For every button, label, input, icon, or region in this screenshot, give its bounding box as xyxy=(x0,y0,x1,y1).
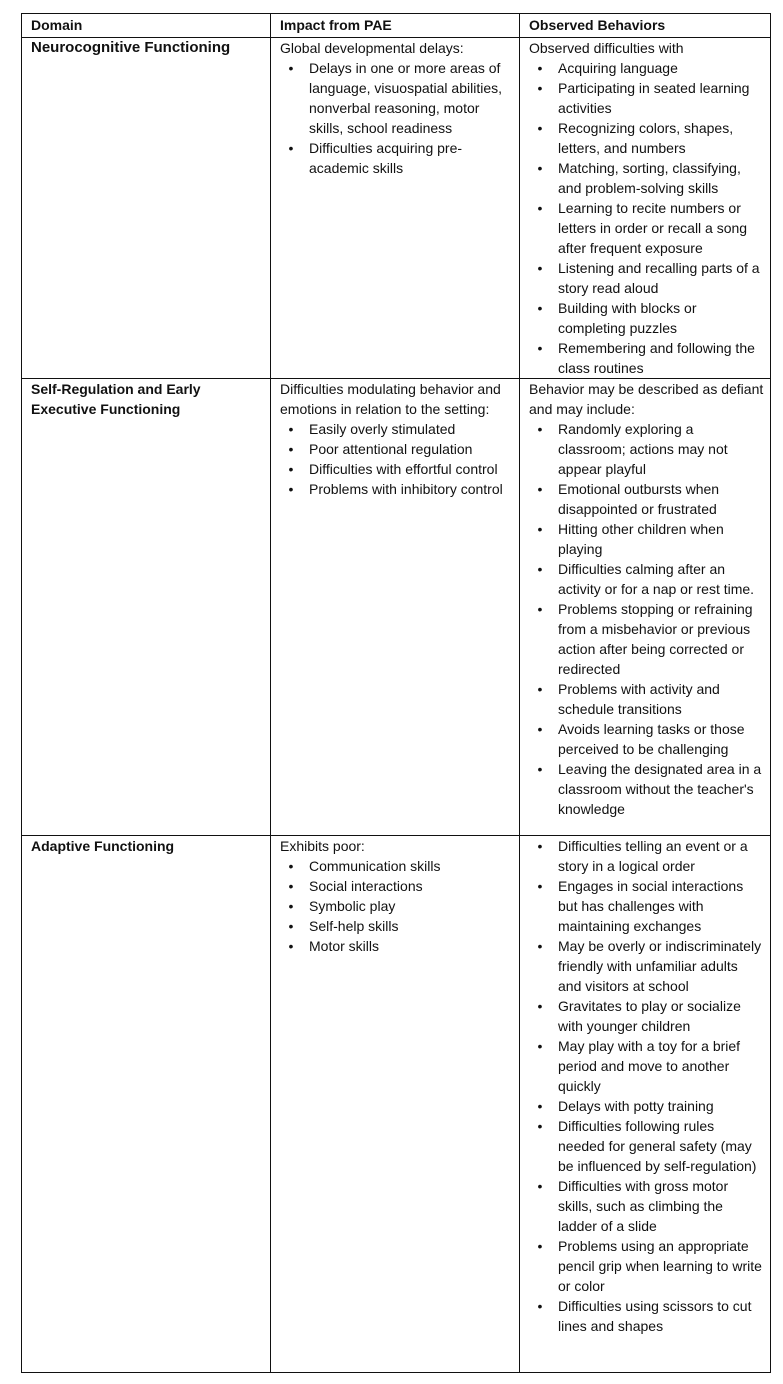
observed-list xyxy=(529,419,764,819)
header-observed: Observed Behaviors xyxy=(520,14,771,38)
list-item-text: Self-help skills xyxy=(309,918,399,934)
list-item xyxy=(529,719,764,759)
list-item xyxy=(280,876,513,896)
list-item-text: Difficulties calming after an activity or for a nap or rest time. xyxy=(558,561,755,597)
list-item xyxy=(280,138,513,178)
list-item-text: Learning to recite numbers or letters in order or recall a song after frequent exposure xyxy=(558,200,748,256)
bullet-icon: • xyxy=(537,1178,543,1194)
list-item xyxy=(529,118,764,158)
list-item-text: Problems with inhibitory control xyxy=(309,481,503,497)
list-item xyxy=(529,78,764,118)
list-item-text: Listening and recalling parts of a story read aloud xyxy=(558,260,760,296)
header-domain: Domain xyxy=(22,14,271,38)
list-item xyxy=(529,876,764,936)
bullet-icon: • xyxy=(537,1098,543,1114)
list-item-text: Avoids learning tasks or those perceived to be challenging xyxy=(558,721,745,757)
list-item-text: Leaving the designated area in a classroom without the teacher's knowledge xyxy=(558,761,762,817)
list-item-text: Symbolic play xyxy=(309,898,396,914)
bullet-icon: • xyxy=(537,120,543,136)
list-item xyxy=(280,439,513,459)
domain-cell: Self-Regulation and Early Executive Functioning xyxy=(22,379,271,836)
bullet-icon: • xyxy=(288,461,294,477)
bullet-icon: • xyxy=(537,421,543,437)
list-item xyxy=(529,1116,764,1176)
list-item-text: Difficulties with gross motor skills, such as climbing the ladder of a slide xyxy=(558,1178,729,1234)
impact-intro: Exhibits poor: xyxy=(280,838,365,854)
list-item-text: Matching, sorting, classifying, and problem-solving skills xyxy=(558,160,741,196)
domain-cell: Adaptive Functioning xyxy=(22,836,271,1373)
bullet-icon: • xyxy=(288,878,294,894)
table-row xyxy=(22,38,771,379)
bullet-icon: • xyxy=(537,200,543,216)
domain-cell: Neurocognitive Functioning xyxy=(22,38,271,379)
list-item xyxy=(529,338,764,378)
bullet-icon: • xyxy=(537,721,543,737)
list-item-text: Difficulties with effortful control xyxy=(309,461,498,477)
list-item xyxy=(280,936,513,956)
list-item xyxy=(529,519,764,559)
table-row xyxy=(22,836,771,1373)
list-item-text: Social interactions xyxy=(309,878,423,894)
header-impact: Impact from PAE xyxy=(271,14,520,38)
list-item xyxy=(280,916,513,936)
list-item-text: Difficulties telling an event or a story in a logical order xyxy=(558,838,748,874)
list-item-text: Acquiring language xyxy=(558,60,678,76)
list-item-text: Building with blocks or completing puzzles xyxy=(558,300,697,336)
bullet-icon: • xyxy=(288,918,294,934)
bullet-icon: • xyxy=(537,300,543,316)
bullet-icon: • xyxy=(537,160,543,176)
bullet-icon: • xyxy=(537,601,543,617)
list-item-text: May play with a toy for a brief period and move to another quickly xyxy=(558,1038,741,1094)
list-item xyxy=(529,1096,764,1116)
impact-cell xyxy=(271,38,520,379)
impact-list xyxy=(280,419,513,499)
list-item xyxy=(529,936,764,996)
list-item-text: Participating in seated learning activities xyxy=(558,80,750,116)
bullet-icon: • xyxy=(537,681,543,697)
list-item xyxy=(529,559,764,599)
list-item xyxy=(529,996,764,1036)
list-item xyxy=(280,479,513,499)
bullet-icon: • xyxy=(537,481,543,497)
observed-cell xyxy=(520,38,771,379)
observed-list xyxy=(529,836,764,1336)
bullet-icon: • xyxy=(288,858,294,874)
bullet-icon: • xyxy=(537,260,543,276)
list-item-text: Problems with activity and schedule transitions xyxy=(558,681,720,717)
list-item xyxy=(280,896,513,916)
bullet-icon: • xyxy=(288,60,294,76)
bullet-icon: • xyxy=(288,140,294,156)
list-item-text: May be overly or indiscriminately friendly with unfamiliar adults and visitors at school xyxy=(558,938,762,994)
impact-intro: Global developmental delays: xyxy=(280,40,464,56)
list-item-text: Problems using an appropriate pencil grip when learning to write or color xyxy=(558,1238,762,1294)
list-item-text: Randomly exploring a classroom; actions may not appear playful xyxy=(558,421,728,477)
bullet-icon: • xyxy=(537,878,543,894)
impact-cell xyxy=(271,379,520,836)
list-item xyxy=(529,1176,764,1236)
list-item-text: Recognizing colors, shapes, letters, and numbers xyxy=(558,120,734,156)
list-item-text: Remembering and following the class routines xyxy=(558,340,755,376)
bullet-icon: • xyxy=(537,761,543,777)
list-item-text: Poor attentional regulation xyxy=(309,441,473,457)
bullet-icon: • xyxy=(288,898,294,914)
list-item xyxy=(529,836,764,876)
bullet-icon: • xyxy=(537,340,543,356)
list-item xyxy=(529,258,764,298)
observed-cell xyxy=(520,836,771,1373)
list-item-text: Problems stopping or refraining from a misbehavior or previous action after being corrected or redirected xyxy=(558,601,753,677)
bullet-icon: • xyxy=(537,838,543,854)
header-row xyxy=(22,14,771,38)
bullet-icon: • xyxy=(288,441,294,457)
list-item xyxy=(280,856,513,876)
bullet-icon: • xyxy=(537,561,543,577)
list-item-text: Easily overly stimulated xyxy=(309,421,456,437)
list-item-text: Delays in one or more areas of language, visuospatial abilities, nonverbal reasoning, motor skills, school readiness xyxy=(309,60,503,136)
list-item-text: Delays with potty training xyxy=(558,1098,714,1114)
observed-intro: Observed difficulties with xyxy=(529,40,684,56)
list-item xyxy=(529,679,764,719)
list-item-text: Emotional outbursts when disappointed or frustrated xyxy=(558,481,720,517)
bullet-icon: • xyxy=(537,938,543,954)
bullet-icon: • xyxy=(288,481,294,497)
pae-domains-table xyxy=(21,13,771,1373)
list-item-text: Difficulties following rules needed for general safety (may be influenced by self-regulation) xyxy=(558,1118,757,1174)
impact-intro: Difficulties modulating behavior and emotions in relation to the setting: xyxy=(280,381,501,417)
list-item-text: Difficulties acquiring pre-academic skills xyxy=(309,140,463,176)
bullet-icon: • xyxy=(537,521,543,537)
observed-cell xyxy=(520,379,771,836)
list-item-text: Motor skills xyxy=(309,938,380,954)
impact-list xyxy=(280,856,513,956)
bullet-icon: • xyxy=(537,1118,543,1134)
list-item xyxy=(529,419,764,479)
observed-intro: Behavior may be described as defiant and may include: xyxy=(529,381,764,417)
list-item-text: Hitting other children when playing xyxy=(558,521,724,557)
list-item xyxy=(529,1036,764,1096)
list-item xyxy=(529,158,764,198)
bullet-icon: • xyxy=(537,1038,543,1054)
list-item xyxy=(280,419,513,439)
bullet-icon: • xyxy=(288,421,294,437)
impact-list xyxy=(280,58,513,178)
list-item xyxy=(529,479,764,519)
list-item xyxy=(529,198,764,258)
list-item-text: Gravitates to play or socialize with younger children xyxy=(558,998,741,1034)
list-item xyxy=(529,1296,764,1336)
list-item xyxy=(529,1236,764,1296)
bullet-icon: • xyxy=(537,998,543,1014)
table-row xyxy=(22,379,771,836)
list-item xyxy=(529,759,764,819)
list-item xyxy=(280,58,513,138)
impact-cell xyxy=(271,836,520,1373)
list-item-text: Engages in social interactions but has challenges with maintaining exchanges xyxy=(558,878,744,934)
bullet-icon: • xyxy=(288,938,294,954)
list-item xyxy=(529,58,764,78)
list-item xyxy=(529,599,764,679)
list-item-text: Difficulties using scissors to cut lines and shapes xyxy=(558,1298,752,1334)
bullet-icon: • xyxy=(537,1238,543,1254)
bullet-icon: • xyxy=(537,80,543,96)
observed-list xyxy=(529,58,764,378)
list-item xyxy=(529,298,764,338)
bullet-icon: • xyxy=(537,1298,543,1314)
list-item-text: Communication skills xyxy=(309,858,441,874)
bullet-icon: • xyxy=(537,60,543,76)
list-item xyxy=(280,459,513,479)
